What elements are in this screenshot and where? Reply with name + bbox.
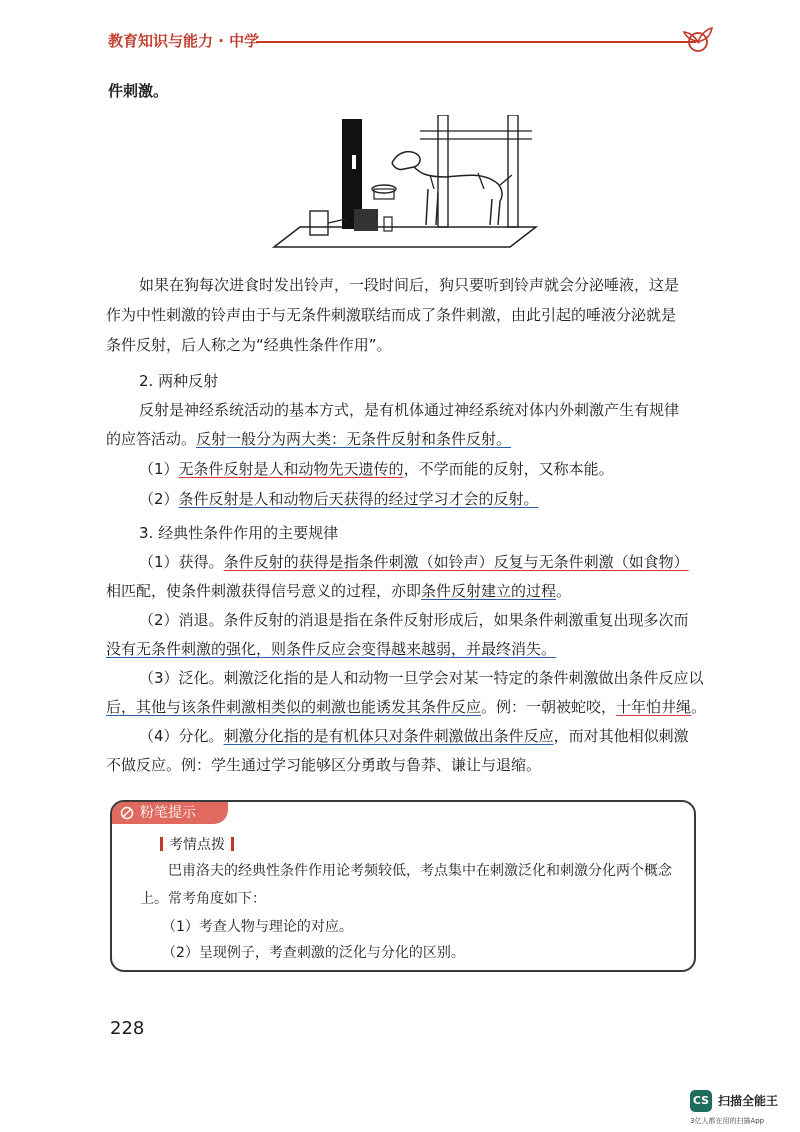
watermark-name: 扫描全能王 xyxy=(718,1094,779,1108)
section-heading: 2. 两种反射 xyxy=(139,372,219,390)
text-span: 相匹配，使条件刺激获得信号意义的过程，亦即 xyxy=(106,582,422,600)
camscanner-icon: CS xyxy=(690,1090,712,1112)
underlined-text: 反射一般分为两大类：无条件反射和条件反射。 xyxy=(196,430,512,448)
paragraph-line: 如果在狗每次进食时发出铃声，一段时间后，狗只要听到铃声就会分泌唾液，这是 xyxy=(139,276,680,294)
tip-line: 巴甫洛夫的经典性条件作用论考频较低，考点集中在刺激泛化和刺激分化两个概念 xyxy=(168,863,672,879)
section-heading: 3. 经典性条件作用的主要规律 xyxy=(139,524,339,542)
text-span: 消退。条件反射的消退是指在条件反射形成后，如果条件刺激重复出现多次而 xyxy=(178,611,689,629)
underlined-text: 条件反射是人和动物后天获得的经过学习才会的反射。 xyxy=(178,490,539,508)
text-span: 的应答活动。 xyxy=(106,430,197,448)
underlined-text: 无条件反射是人和动物先天遗传的 xyxy=(178,460,404,478)
paragraph-line xyxy=(106,428,511,449)
sprout-icon xyxy=(680,22,716,58)
paragraph-line xyxy=(106,638,556,659)
item-number: （2） xyxy=(139,611,179,629)
item-number: （2） xyxy=(139,490,179,508)
paragraph-line: 作为中性刺激的铃声由于与无条件刺激联结而成了条件刺激，由此引起的唾液分泌就是 xyxy=(106,306,677,324)
item-number: （1） xyxy=(139,553,179,571)
list-item xyxy=(139,667,704,688)
list-item xyxy=(139,609,689,630)
underlined-text: 条件反射的获得是指条件刺激（如铃声）反复与无条件刺激（如食物） xyxy=(223,553,689,571)
text-span: 泛化。刺激泛化指的是人和动物一旦学会对某一特定的条件刺激做出条件反应以 xyxy=(178,669,704,687)
list-item xyxy=(139,488,539,509)
item-number: （4） xyxy=(139,727,179,745)
underlined-text: 刺激分化指的是有机体只对条件刺激做出条件反应 xyxy=(223,727,554,745)
text-span: 。 xyxy=(691,698,707,716)
paragraph-line: 条件反射，后人称之为“经典性条件作用”。 xyxy=(106,336,392,354)
text-span: 。 xyxy=(556,582,572,600)
bar-marker xyxy=(231,837,234,851)
tip-tag-label: 粉笔提示 xyxy=(140,805,196,821)
page-number: 228 xyxy=(110,1018,145,1039)
tip-box xyxy=(110,800,696,972)
text-span: 。例：一朝被蛇咬， xyxy=(481,698,617,716)
paragraph-line xyxy=(106,580,571,601)
scanner-watermark xyxy=(690,1090,790,1126)
tip-subheading xyxy=(160,834,234,854)
text-span: 获得。 xyxy=(178,553,224,571)
bar-marker xyxy=(160,837,163,851)
list-item xyxy=(139,725,689,746)
underlined-text: 后，其他与该条件刺激相类似的刺激也能诱发其条件反应 xyxy=(106,698,482,716)
tip-subheading-label: 考情点拨 xyxy=(169,837,225,853)
intro-fragment: 件刺激。 xyxy=(108,82,169,100)
header-rule xyxy=(256,41,696,43)
page-header xyxy=(108,28,708,58)
item-number: （3） xyxy=(139,669,179,687)
paragraph-line: 反射是神经系统活动的基本方式，是有机体通过神经系统对体内外刺激产生有规律 xyxy=(139,401,680,419)
watermark-subtitle: 3亿人都在用的扫描App xyxy=(690,1117,765,1125)
item-number: （1） xyxy=(139,460,179,478)
underlined-text: 没有无条件刺激的强化，则条件反应会变得越来越弱，并最终消失。 xyxy=(106,640,557,658)
paragraph-line: 不做反应。例：学生通过学习能够区分勇敢与鲁莽、谦让与退缩。 xyxy=(106,756,542,774)
tip-line: 上。常考角度如下： xyxy=(140,891,266,907)
text-span: ，而对其他相似刺激 xyxy=(553,727,689,745)
list-item xyxy=(139,458,614,479)
tip-list-item: （1）考查人物与理论的对应。 xyxy=(162,919,353,935)
underlined-text: 条件反射建立的过程 xyxy=(421,582,557,600)
list-item xyxy=(139,551,689,572)
no-entry-icon xyxy=(120,806,134,820)
tip-list-item: （2）呈现例子，考查刺激的泛化与分化的区别。 xyxy=(162,945,465,961)
text-span: ，不学而能的反射，又称本能。 xyxy=(403,460,614,478)
header-title: 教育知识与能力 · 中学 xyxy=(108,32,260,50)
tip-tag xyxy=(112,802,228,824)
underlined-text: 十年怕井绳 xyxy=(616,698,692,716)
paragraph-line xyxy=(106,696,706,717)
text-span: 分化。 xyxy=(178,727,224,745)
pavlov-dog-illustration xyxy=(270,115,540,255)
